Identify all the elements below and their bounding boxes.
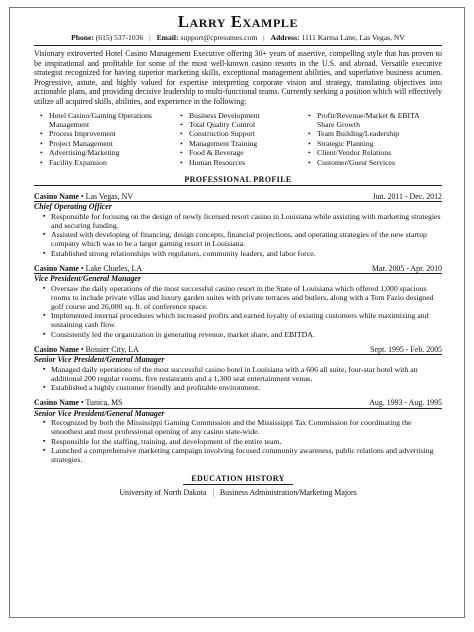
education-divider <box>183 484 293 485</box>
job-bullet: ▪ Implemented internal procedures which increased profits and earned loyalty of existing customers while maximizing and sustaining cash flow. <box>43 311 442 329</box>
education-degree: Business Administration/Marketing Majors <box>219 488 357 498</box>
job-entry <box>34 192 442 258</box>
job-bullet: ▪ Recognized by both the Mississippi Gaming Commission and the Mississippi Tax Commission for coordinating the smoothest and most professional opening of any casino state-wide. <box>43 418 442 436</box>
skill-item: • Business Development <box>180 111 308 120</box>
separator-dot: • <box>78 263 86 273</box>
job-entry <box>34 264 442 339</box>
phone-label: Phone: <box>71 33 94 42</box>
contact-line: Phone: (615) 537-1036 | Email: support@cpresumes.com | Address: 1111 Karma Lane, Las Vegas, NV <box>71 33 405 42</box>
job-dates: Sept. 1995 - Feb. 2005 <box>370 344 442 354</box>
job-list <box>34 192 442 464</box>
job-company: Casino Name <box>34 192 79 201</box>
job-dates: Mar. 2005 - Apr. 2010 <box>371 263 442 273</box>
job-header <box>34 264 442 273</box>
job-bullets <box>34 284 442 339</box>
skill-item: • Team Building/Leadership <box>308 129 438 138</box>
job-title: Chief Operating Officer <box>34 202 112 212</box>
separator-dot: • <box>78 344 86 354</box>
email-value[interactable]: support@cpresumes.com <box>180 33 258 42</box>
job-bullet: ▪ Managed daily operations of the most successful casino hotel in Louisiana with a 606 all suite, four-star hotel with an additional 200 regular rooms, five restaurants and a 1,300 seat entertainment venue. <box>43 365 442 383</box>
job-title: Senior Vice President/General Manager <box>34 355 165 365</box>
header-divider <box>34 45 442 46</box>
email-label: Email: <box>156 33 179 42</box>
job-entry <box>34 345 442 392</box>
education-section-title <box>34 474 442 483</box>
job-title: Vice President/General Manager <box>34 274 141 284</box>
job-bullet: ▪ Responsible for the staffing, training, and development of the entire team. <box>43 437 442 446</box>
job-header <box>34 192 442 201</box>
job-bullets <box>34 365 442 393</box>
skill-item: • Hotel Casino/Gaming Operations Management <box>40 111 180 130</box>
job-bullet: ▪ Assisted with developing of financing, design concepts, financial projections, and operating strategies of the new startup company which was to be a larger gaming resort in Louisiana. <box>43 230 442 248</box>
skill-item: • Human Resources <box>180 158 308 167</box>
separator-dot: • <box>78 398 86 408</box>
profile-section-title <box>34 175 442 184</box>
profile-title-text: PROFESSIONAL PROFILE <box>184 175 292 184</box>
education-line: University of North Dakota | Business Administration/Marketing Majors <box>119 488 357 498</box>
skill-item: • Construction Support <box>180 129 308 138</box>
skill-item: • Total Quality Control <box>180 120 308 129</box>
job-header <box>34 398 442 407</box>
job-dates: Aug. 1993 - Aug. 1995 <box>369 398 442 408</box>
job-bullet: ▪ Established a highly customer friendly and profitable environment. <box>43 383 442 392</box>
skill-item: • Project Management <box>40 139 180 148</box>
job-location: Las Vegas, NV <box>85 192 134 201</box>
job-entry <box>34 398 442 464</box>
job-bullet: ▪ Consistently led the organization in generating revenue, market share, and EBITDA. <box>43 330 442 339</box>
job-company: Casino Name <box>34 398 79 408</box>
skill-item: • Profit/Revenue/Market & EBITA Share Growth <box>308 111 438 130</box>
skills-column-3 <box>308 111 438 167</box>
resume-page <box>9 7 465 618</box>
job-bullets <box>34 212 442 258</box>
skill-item: • Customer/Guest Services <box>308 158 438 167</box>
candidate-name: Larry Example <box>177 12 299 31</box>
separator-dot: • <box>78 192 86 201</box>
address-label: Address: <box>270 33 300 42</box>
education-title-text: EDUCATION HISTORY <box>191 474 285 484</box>
job-bullet: ▪ Responsible for focusing on the design of newly licensed resort casino in Louisiana while assisting with marketing strategies and securing funding. <box>43 212 442 230</box>
job-bullet: ▪ Launched a comprehensive marketing campaign involving focused community awareness, public relations and advertising strategies. <box>43 446 442 464</box>
address-value: 1111 Karma Lane, Las Vegas, NV <box>301 33 405 42</box>
skill-item: • Food & Beverage <box>180 148 308 157</box>
job-location: Tunica, MS <box>85 398 123 408</box>
skill-item: • Process Improvement <box>40 129 180 138</box>
skill-item: • Client/Vendor Relations <box>308 148 438 157</box>
skills-column-1 <box>40 111 180 167</box>
phone-value: (615) 537-1036 <box>95 33 144 42</box>
skills-list <box>40 111 442 167</box>
skill-item: • Facility Expansion <box>40 158 180 167</box>
job-location: Bossier City, LA <box>85 344 139 354</box>
job-company: Casino Name <box>34 344 79 354</box>
skill-item: • Management Training <box>180 139 308 148</box>
job-title: Senior Vice President/General Manager <box>34 408 165 418</box>
education-school: University of North Dakota <box>119 488 207 498</box>
skill-item: • Advertising/Marketing <box>40 148 180 157</box>
job-dates: Jun. 2011 - Dec. 2012 <box>372 192 442 201</box>
job-bullet: ▪ Established strong relationships with regulators, community leaders, and labor force. <box>43 249 442 258</box>
job-bullet: ▪ Oversaw the daily operations of the most successful casino resort in the State of Louisiana which offered 1,000 spacious rooms to include private villas and luxury garden suites with private terraces and butlers, along with a Tom Fazio designed golf course and 26,000 sq. ft. of conference space. <box>43 284 442 312</box>
job-header <box>34 345 442 354</box>
summary-paragraph: Visionary extroverted Hotel Casino Management Executive offering 30+ years of assertive, compelling style that has proven to be inspirational and profitable for some of the most well-known casino resorts in the U.S. and abroad. Versatile executive strategist recognized for having superior marketing skills, exceptional management abilities, and superlative business acumen. Progressive, astute, and highly valued for expertise interpreting corporate vision and strategy, translating objectives into actionable plans, and providing decisive leadership to multi-functional teams. Currently seeking a position which will effectively utilize all acquired skills, abilities, and experience in the following: <box>34 49 442 106</box>
job-company: Casino Name <box>34 263 79 273</box>
skills-column-2 <box>180 111 308 167</box>
job-location: Lake Charles, LA <box>85 263 142 273</box>
skill-item: • Strategic Planning <box>308 139 438 148</box>
profile-divider <box>34 185 442 186</box>
job-bullets <box>34 418 442 464</box>
